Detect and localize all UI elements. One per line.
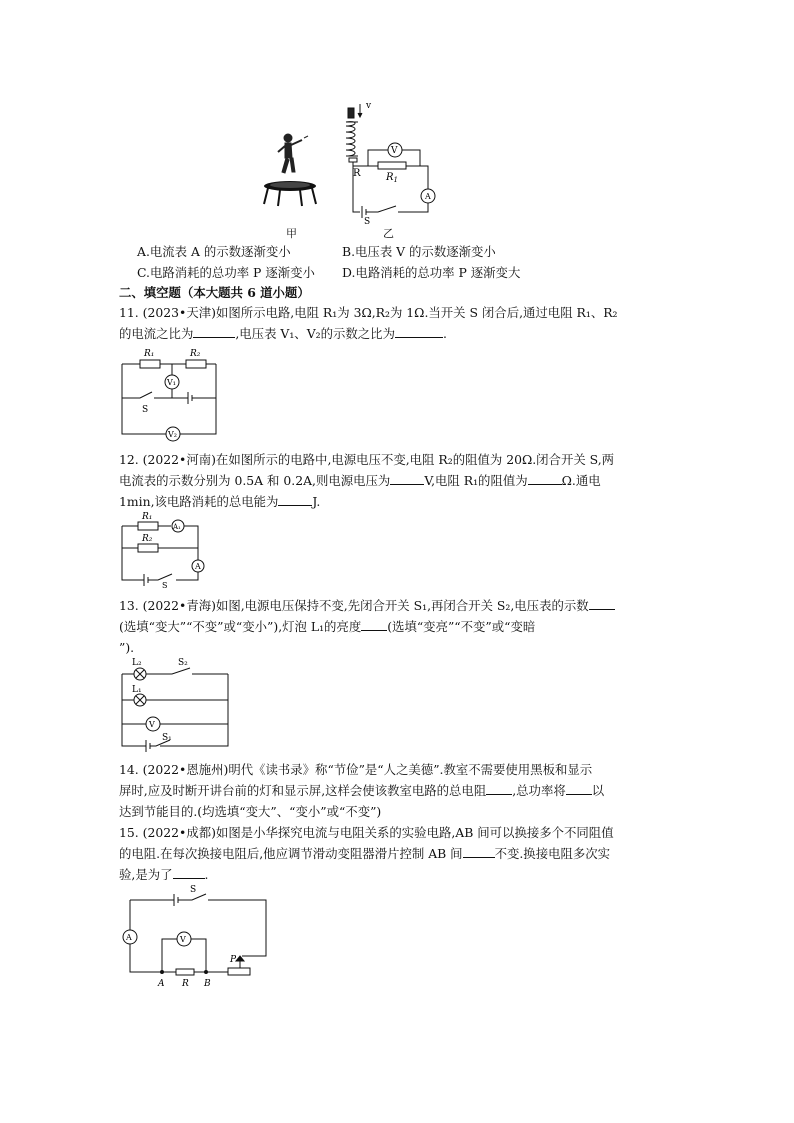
switch-label: S (190, 885, 197, 895)
q11-circuit-figure (116, 344, 222, 444)
resistor-r1-symbol (378, 162, 406, 169)
figure-label-jia: 甲 (286, 227, 297, 240)
trampoline-figure (258, 102, 338, 214)
point-b-label: B (204, 979, 211, 989)
option-a: A.电流表 A 的示数逐渐变小 (137, 244, 291, 259)
q14-line1: 14. (2022•恩施州)明代《读书录》称“节俭”是“人之美德”.教室不需要使用黑板和显示 (119, 762, 593, 777)
a-label: A (195, 562, 201, 571)
l1-label: L₁ (132, 685, 142, 695)
voltmeter-label: V (180, 935, 186, 944)
resistor-r1-symbol (140, 360, 160, 368)
spring-circuit-figure (338, 102, 438, 227)
r1-label: R₁ (142, 512, 153, 522)
q15-blank-2[interactable] (173, 866, 205, 879)
q12-line1: 12. (2022•河南)在如图所示的电路中,电源电压不变,电阻 R₂的阻值为 20Ω.闭合开关 S,两 (119, 452, 615, 467)
q12-blank-2[interactable] (528, 472, 562, 485)
r2-label: R₂ (142, 534, 153, 544)
resistor-r2-symbol (186, 360, 206, 368)
option-d: D.电路消耗的总功率 P 逐渐变大 (342, 265, 521, 280)
q11-line1: 11. (2023•天津)如图所示电路,电阻 R₁为 3Ω,R₂为 1Ω.当开关 S 闭合后,通过电阻 R₁、R₂ (119, 305, 618, 320)
q14-blank-1[interactable] (486, 782, 512, 795)
slider-p-label: P (230, 955, 237, 965)
q15-line3: 验,是为了 . (119, 867, 209, 882)
r1-label: R₁ (144, 349, 155, 359)
option-c: C.电路消耗的总功率 P 逐渐变小 (137, 265, 315, 280)
q14-line3: 达到节能目的.(均选填“变大”、“变小”或“不变”) (119, 804, 382, 819)
q15-line2: 的电阻.在每次换接电阻后,他应调节滑动变阻器滑片控制 AB 间 不变.换接电阻多次实 (119, 846, 611, 861)
ammeter-label: A (425, 192, 431, 201)
q13-line1: 13. (2022•青海)如图,电源电压保持不变,先闭合开关 S₁,再闭合开关 S₂,电压表的示数 (119, 596, 615, 615)
q11-blank-1[interactable] (193, 325, 235, 338)
resistor-r1-symbol (138, 522, 158, 530)
block-icon (348, 108, 354, 118)
figure-label-yi: 乙 (383, 227, 394, 240)
q13-line2: (选填“变大”“不变”或“变小”),灯泡 L₁的亮度 (选填“变亮”“不变”或“变暗 (119, 619, 536, 634)
q12-line3: 1min,该电路消耗的总电能为 J. (119, 494, 321, 509)
q14-blank-2[interactable] (566, 782, 592, 795)
resistor-r-label: R (353, 168, 361, 179)
switch-label: S (142, 405, 149, 415)
q13-blank-2[interactable] (361, 618, 387, 631)
point-a-label: A (158, 979, 165, 989)
resistor-r1-label: $R_1$ (386, 172, 398, 184)
switch-label: S (162, 581, 168, 588)
spring-icon (346, 122, 358, 156)
q12-line2: 电流表的示数分别为 0.5A 和 0.2A,则电源电压为 V,电阻 R₁的阻值为 Ω.通电 (119, 473, 601, 488)
trampoline-illustration (264, 181, 316, 206)
s1-label: S₁ (162, 733, 172, 743)
resistor-r2-symbol (138, 544, 158, 552)
q12-blank-1[interactable] (390, 472, 424, 485)
q12-blank-3[interactable] (278, 493, 312, 506)
q15-circuit-figure (116, 882, 272, 990)
ammeter-label: A (126, 933, 132, 942)
switch-s-label: S (364, 217, 371, 227)
q11-line2: 的电流之比为 ,电压表 V₁、V₂的示数之比为 . (119, 326, 447, 341)
jumping-person-illustration (278, 134, 308, 173)
q13-circuit-figure (116, 656, 234, 752)
q15-blank-1[interactable] (463, 845, 495, 858)
q12-circuit-figure (116, 510, 212, 588)
velocity-label: v (366, 102, 372, 111)
resistor-r-label: R (182, 979, 189, 989)
q11-blank-2[interactable] (395, 325, 443, 338)
l2-label: L₂ (132, 658, 142, 668)
voltmeter-label: V (391, 146, 398, 156)
q14-line2: 屏时,应及时断开讲台前的灯和显示屏,这样会使该教室电路的总电阻 ,总功率将 以 (119, 783, 605, 798)
section-heading: 二、填空题（本大题共 6 道小题） (119, 285, 310, 300)
rheostat-symbol (228, 968, 250, 975)
v1-label: V₁ (167, 378, 176, 387)
q15-line1: 15. (2022•成都)如图是小华探究电流与电阻关系的实验电路,AB 间可以换接多个不同阻值 (119, 825, 614, 840)
q13-blank-1[interactable] (589, 597, 615, 610)
option-b: B.电压表 V 的示数逐渐变小 (342, 244, 496, 259)
r2-label: R₂ (190, 349, 201, 359)
s2-label: S₂ (178, 658, 188, 668)
v-label: V (149, 720, 155, 729)
q13-line3: ”). (119, 640, 135, 655)
v2-label: V₂ (168, 430, 177, 439)
a1-label: A₁ (173, 523, 181, 531)
resistor-r-symbol (176, 969, 194, 975)
